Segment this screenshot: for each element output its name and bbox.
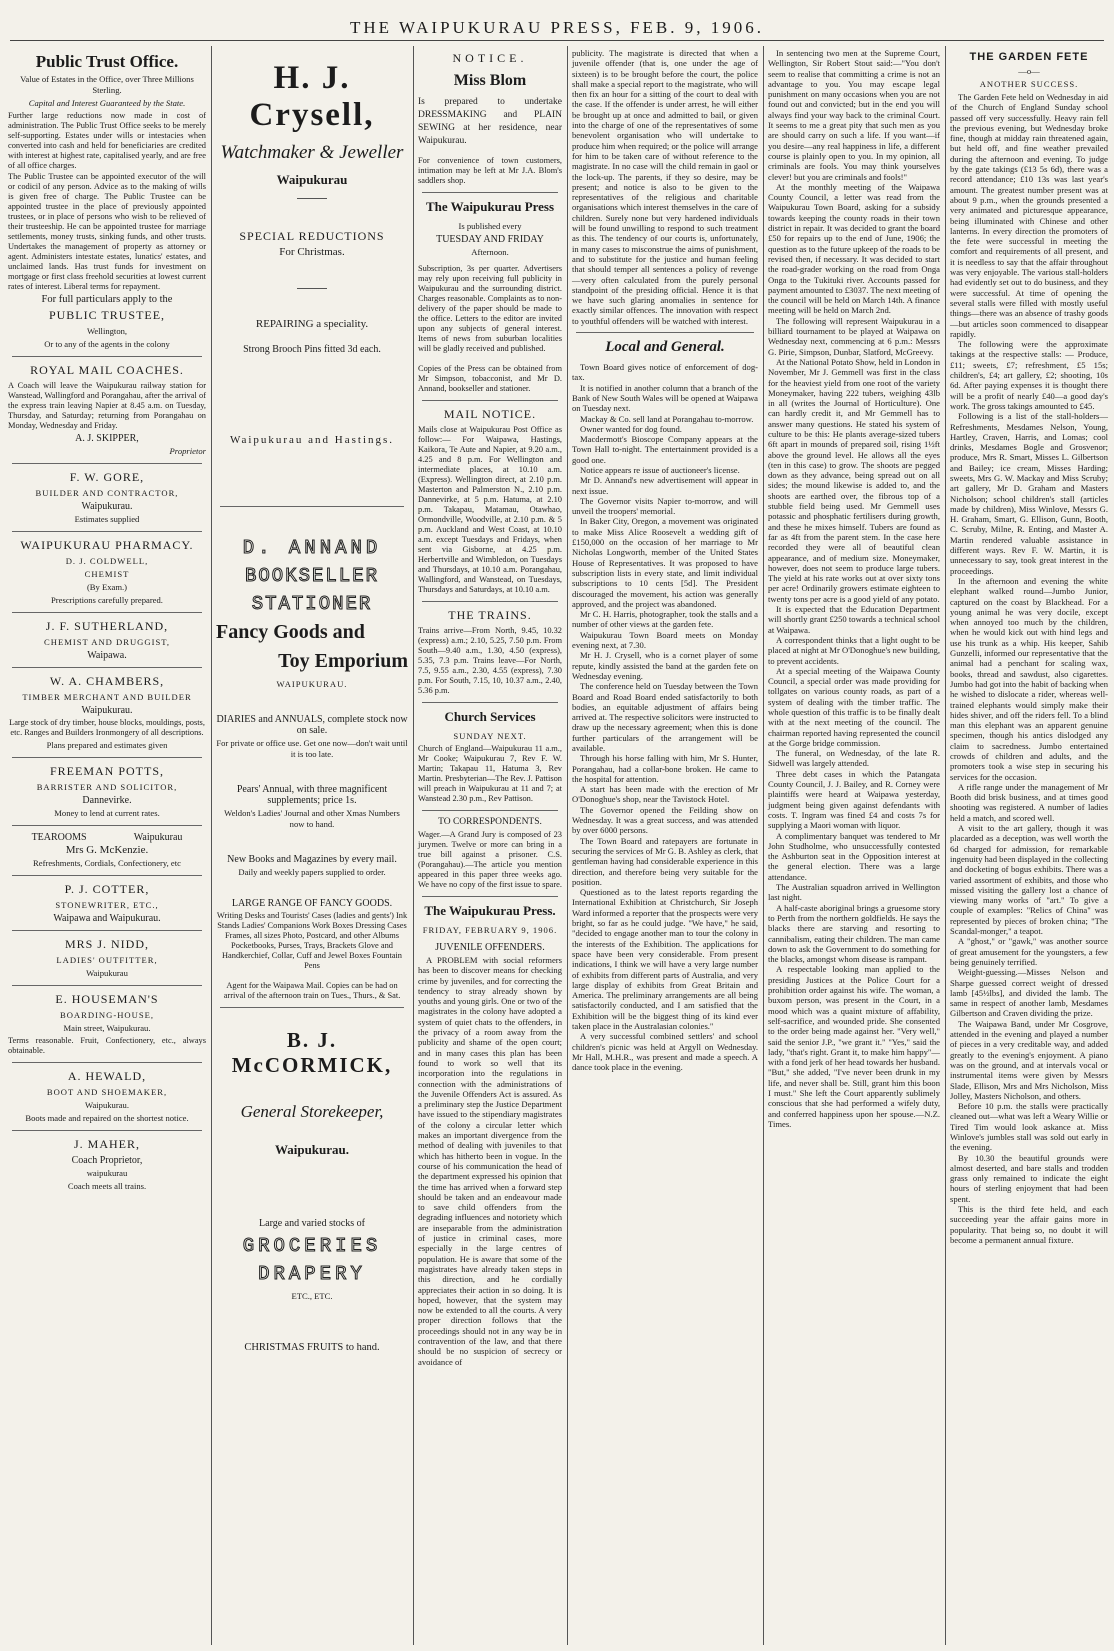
mail-notice-title: MAIL NOTICE. (443, 407, 537, 421)
news-item: Mr D. Annand's new advertisement will appear in next issue. (572, 475, 758, 496)
diaries-label: DIARIES and ANNUALS, complete stock now on sale. (216, 714, 408, 736)
masthead-rule (10, 40, 1104, 41)
chambers-trade: TIMBER MERCHANT AND BUILDER (22, 692, 192, 702)
potts-money: Money to lend at current rates. (54, 808, 160, 818)
column-1 (4, 48, 210, 1645)
press-title: The Waipukurau Press (425, 199, 555, 214)
annand-bookseller: BOOKSELLER (244, 565, 380, 587)
news-item: Owner wanted for dog found. (580, 423, 682, 434)
mccormick-etc: ETC., ETC. (291, 1291, 333, 1301)
news-item: Waipukurau Town Board meets on Monday evening next, at 7.30. (572, 629, 758, 651)
sutherland-place: Waipawa. (87, 650, 127, 661)
separator (297, 288, 327, 289)
pharmacy-title: WAIPUKURAU PHARMACY. (20, 538, 194, 552)
tearooms-name: Mrs G. McKenzie. (65, 844, 149, 856)
news-item: Notice appears re issue of auctioneer's license. (580, 464, 740, 475)
news-item: It is notified in another column that a branch of the Bank of New South Wales will be opened at Waipawa on Tuesday next. (572, 382, 758, 414)
news-item: Mackay & Co. sell land at Porangahau to-morrow. (580, 413, 754, 424)
separator (422, 702, 558, 703)
publish-afternoon: Afternoon. (471, 247, 509, 257)
public-trust-body: The Public Trustee can be appointed executor of the will or codicil of any person. Advice as to the making of wills is given free of charge. The Public Trustee can be appointed trustee in the place of previously appointed trustees, or in place of persons who wish to be relieved of their trusteeship. He can be appointed trustee for marriage settlements, money trusts, sinking funds, and other trusts. Undertakes the management of property as attorney or agent. Administers intestate estates, lunatics' estates, and unclaimed lands. Has trust funds for investment on mortgage or first class freehold securities at lowest current rates of interest. Liberal terms for repayment. (8, 172, 206, 291)
weldon-journal: Weldon's Ladies' Journal and other Xmas Numbers now to hand. (224, 808, 400, 829)
fancy-goods-list: Writing Desks and Tourists' Cases (ladies and gents') Ink Stands Ladies' Companions Work Boxes Dressing Cases Frames, all sizes Photo, Postcard, and other Albums Pocketbooks, Purses, Trays, Brackets Glove and Handkerchief, Collar, Cuff and Jewel Boxes Fountain Pens (216, 911, 408, 970)
annand-stationer: STATIONER (251, 593, 373, 615)
separator (12, 463, 202, 464)
article-paragraph: A "ghost," or "gawk," was another source of great amusement for the youngsters, a few being genuinely terrified. (950, 936, 1108, 967)
mail-coaches-name: A. J. SKIPPER, (75, 433, 139, 444)
mail-coaches-prop: Proprietor (169, 446, 206, 456)
article-paragraph: Following is a list of the stall-holders—Refreshments, Mesdames Nelson, Young, Hartley, Craven, Harris, and Lomas; cool drinks, Mesdames Bogle and Grosvenor; produce, Mrs R. Smart, Misses L. Gilbertson and Bailey; ice cream, Misses Harding; sweets, Mrs G. W. Mackay and Miss Scruby; art gallery, Mr D. Graham and Masters Nicholson; school children's stall (articles made by children), Miss Winlove, Messrs G. H. Graham, Smart, G. Ellison, Gunn, Booth, C. Scruby, Milne, R. Enting, and Master A. Martin rendered valuable assistance in different ways. Rev F. W. Martin, it is unnecessary to say, took great interest in the proceedings. (950, 411, 1108, 576)
chambers-name: W. A. CHAMBERS, (49, 674, 165, 688)
separator (422, 400, 558, 401)
public-trust-value: Value of Estates in the Office, over Three Millions Sterling. (20, 74, 194, 95)
news-item: A start has been made with the erection of Mr O'Donoghue's shop, near the Tavistock Hotel. (572, 784, 758, 805)
juvenile-body: A PROBLEM with social reformers has been to discover means for checking crime by juveniles, and for correcting the tendency to stray already shown by youths and young girls. One or two of the magistrates in the colony have adopted a system of quiet chats to the offenders, in the privacy of a room away from the publicity and shame of the open court; and in many cases this plan has been found to work so well that its incorporation into the regulations in connection with the administrations of the Juvenile Offenders Act is assured. As a preliminary step the Justice Department have issued to the stipendiary magistrates of the colony a circular letter which makes an important divergence from the method of dealing with juveniles to that which has hitherto been in vogue. In the course of his communication the head of the department expressed his opinion that the time has arrived when a forward step should be taken and an endeavour made to save child offenders from the degrading influences and notoriety which are inseparable from the administration of justice in criminal cases, more especially in the large centres of population. He is aware that some of the magistrates have already taken steps in this direction, and he cordially appreciates their action in so doing. It is hoped, however, that the system may now be extended to all the courts. A very proper direction follows that the proceedings should not in any way be in contravention of the law, and that there should be no suspicion of secrecy or avoidance of (418, 955, 562, 1367)
press-body: Subscription, 3s per quarter. Advertisers may rely upon receiving full publicity in Waipukurau and the surrounding district. Charges reasonable. Complaints as to non-delivery of the paper should be made to the office. Letters to the editor are invited upon any subjects of general interest. Items of news from suburban localities will be gladly received and published. (418, 264, 562, 353)
article-paragraph: Weight-guessing.—Misses Nelson and Sharpe guessed correct weight of dressed lamb [45½lbs], and divided the lamb. The same in respect of another lamb, Mesdames Gilbertson and Craven dividing the prize. (950, 967, 1108, 1019)
news-item: It is expected that the Education Department will shortly grant £250 towards a technical school at Waipawa. (768, 604, 940, 635)
sutherland-name: J. F. SUTHERLAND, (45, 619, 169, 633)
crysell-places: Waipukurau and Hastings. (229, 434, 395, 446)
gore-name: F. W. GORE, (69, 470, 145, 484)
mccormick-trade: General Storekeeper, (240, 1102, 384, 1121)
news-item: In Baker City, Oregon, a movement was originated to make Miss Alice Roosevelt a wedding gift of £150,000 on the occasion of her marriage to Mr Nicholas Longworth, member of the United States House of Representatives. It was proposed to have subscription lists in every state, and limit individual subscriptions to 10 cents [5d]. The President discouraged the movement, his action was generally approved, and the project was abandoned. (572, 516, 758, 609)
news-item: A very successful combined settlers' and school children's picnic was held at Argyll on Wednesday. Mr Hall, M.H.R., was present and made a speech. A dance took place in the evening. (572, 1031, 758, 1073)
pharmacy-name: D. J. COLDWELL, (65, 556, 149, 566)
separator (12, 667, 202, 668)
separator (12, 612, 202, 613)
church-body: Church of England—Waipukurau 11 a.m., Mr Cooke; Waipukurau 7, Rev F. W. Martin; Takapau 11, Hatuma 3, Rev Martin. Presbyterian—The Rev. J. Pattison will preach in Waipukurau at 11 and 7; at Wanstead 2.30 p.m., Rev Pattison. (418, 744, 562, 803)
waipawa-mail-agent: Agent for the Waipawa Mail. Copies can be had on arrival of the afternoon train on Tues., Thurs., & Sat. (223, 981, 401, 1000)
separator (12, 757, 202, 758)
public-trustee: PUBLIC TRUSTEE, (48, 308, 166, 322)
separator (220, 506, 404, 507)
gore-trade: BUILDER AND CONTRACTOR, (35, 488, 179, 498)
article-paragraph: A rifle range under the management of Mr Booth did brisk business, and at times good shooting was registered. A number of ladies held a match, and scored well. (950, 781, 1108, 823)
houseman-name: E. HOUSEMAN'S (55, 992, 159, 1006)
diaries-note: For private or office use. Get one now—don't wait until it is too late. (216, 738, 408, 759)
maher-trade: Coach Proprietor, (71, 1155, 143, 1166)
papers-note: Daily and weekly papers supplied to order. (238, 867, 386, 877)
news-item: Through his horse falling with him, Mr S. Hunter, Porangahau, had a collar-bone broken. He came to the hospital for attention. (572, 753, 758, 784)
mccormick-drapery: DRAPERY (258, 1263, 366, 1285)
notice-title: NOTICE. (452, 51, 528, 65)
garden-fete-subtitle: ANOTHER SUCCESS. (979, 79, 1079, 89)
gore-place: Waipukurau. (81, 501, 133, 512)
separator (12, 825, 202, 826)
nidd-place: Waipukurau (86, 968, 128, 978)
news-item: The Town Board and ratepayers are fortunate in securing the services of Mr G. B. Ashley as clerk, that gentleman having had considerable experience in this direction, and therefore being very suitable for the position. (572, 835, 758, 887)
cotter-place: Waipawa and Waipukurau. (53, 913, 161, 924)
nidd-name: MRS J. NIDD, (64, 937, 149, 951)
mail-coaches-body: A Coach will leave the Waipukurau railway station for Wanstead, Wallingford and Porangahau, after the arrival of the express train leaving Napier at 8.45 a.m. on Tuesday, Thursday, and Saturday; returning from Porangahau on Monday, Wednesday and Friday. (8, 381, 206, 430)
crysell-trade: Watchmaker & Jeweller (220, 142, 404, 163)
cotter-trade: STONEWRITER, ETC., (55, 900, 159, 910)
separator (12, 531, 202, 532)
mccormick-groceries: GROCERIES (242, 1235, 382, 1257)
news-item: The funeral, on Wednesday, of the late R. Sidwell was largely attended. (768, 748, 940, 769)
correspondents-title: TO CORRESPONDENTS. (438, 817, 542, 827)
news-item: At a special meeting of the Waipawa County Council, a special order was made providing for tollgates on various county roads, as part of a system of dealing with the timber traffic. The whole question of this traffic is to be finally dealt with at the next meeting of the council. The chairman reported having represented the council at the Gorge bridge commission. (768, 665, 940, 748)
news-item: Mr C. H. Harris, photographer, took the stalls and a number of other views at the garden fete. (572, 609, 758, 630)
public-trust-capital: Capital and Interest Guaranteed by the State. (28, 98, 186, 108)
article-paragraph: The Waipawa Band, under Mr Cosgrove, attended in the evening and played a number of pieces in a very creditable way, and added greatly to the evening's enjoyment. A piano was on the ground, and at intervals vocal or instrumental items were given by Messrs Slade, Ellison, Mrs and Mrs Nicholson, Miss Jolley, Masters Nicholson, and others. (950, 1018, 1108, 1101)
press-title-2: The Waipukurau Press. (424, 903, 556, 918)
new-books: New Books and Magazines by every mail. (227, 854, 397, 865)
news-item: A correspondent thinks that a light ought to be placed at night at Mr O'Donoghue's new building, to prevent accidents. (768, 634, 940, 666)
mail-notice-body: Mails close at Waipukurau Post Office as follow:— For Waipawa, Hastings, Kaikora, Te Aute and Napier, at 9.20 a.m., 4.25 and 8 p.m. For Wellington and intermediate places, at 10.10 a.m. (Express). Wellington direct, at 2.10 p.m. Masterton and Palmerston N., 2.10 p.m. Dannevirke, at 5 p.m. Hatuma, at 2.10 p.m. Takapau, Matamau, Otawhao, Ormondville, Woodville, at 2.10 p.m. & 5 p.m. Auckland and West Coast, at 10.10 a.m. except Tuesdays and Fridays, when sent via Gisborne, at 4.25 p.m. Herbertville and Wimbledon, on Tuesdays and Thursdays, at 10.10 a.m. Porangahau, Wallingford, and Wanstead, on Tuesdays, Thursdays and Saturdays, at 10.10 a.m. (418, 425, 562, 594)
tearooms-place: Waipukurau (133, 832, 183, 843)
hewald-name: A. HEWALD, (67, 1069, 147, 1083)
article-paragraph: This is the third fete held, and each succeeding year the affair gains more in popularity. That being so, no doubt it will become a permanent annual fixture. (950, 1204, 1108, 1245)
public-trust-title: Public Trust Office. (35, 52, 179, 71)
mccormick-name: B. J. McCORMICK, (231, 1028, 393, 1077)
pears-annual: Pears' Annual, with three magnificent supplements; price 1s. (236, 784, 388, 806)
separator (422, 810, 558, 811)
blom-convenience: For convenience of town customers, intimation may be left at Mr J.A. Blom's saddlers shop. (418, 156, 562, 185)
tearooms-label: TEAROOMS (31, 832, 87, 843)
separator (12, 930, 202, 931)
maher-name: J. MAHER, (73, 1137, 140, 1151)
houseman-trade: BOARDING-HOUSE, (59, 1010, 154, 1020)
crysell-name: H. J. Crysell, (249, 60, 375, 133)
sutherland-trade: CHEMIST AND DRUGGIST, (44, 637, 170, 647)
gore-estimates: Estimates supplied (74, 514, 140, 524)
article-paragraph: publicity. The magistrate is directed that when a juvenile offender (that is, one under the age of sixteen) is to be brought before the court, the police shall make a special report to the magistrate, who will then fix an hour for a sitting of the court to deal with the case. If the offender is under arrest, he will either be brought up at once and admitted to bail, or given into the charge of one of the representatives of some benevolent organisation who will undertake to produce him when required; or the police will arrange for him to be taken care of without reference to the magistrate. In no case will the child remain in gaol or the lock-up. The parents, if they so desire, may be present; and notice is also to be given to the representatives of the religious and charitable organisations which interest themselves in the care of children. Surely none but very hardened individuals will be found unwilling to respond to such treatment as this. The tendency of our courts is, unfortunately, in many cases to misconstrue the aims of punishment, and to substitute for the justice and human feeling that should temper all sentences a policy of revenge—very often calculated from the purely personal standpoint of the presiding official. Hence it is that we have such glaring anomalies in sentence for exactly similar offences. The innovation with respect to youthful offenders will be watched with interest. (572, 48, 758, 326)
published-label: Is published every (458, 221, 522, 231)
garden-fete-title: THE GARDEN FETE (969, 51, 1089, 63)
potts-place: Dannevirke. (82, 795, 132, 806)
public-trust-body: Further large reductions now made in cost of administration. The Public Trust Office seeks to be merely self-supporting. Estates under wills or intestacies when converted into cash and held for beneficiaries are credited with interest at highest rate, capitalised yearly, and are free of all office charges. (8, 111, 206, 170)
church-subtitle: SUNDAY NEXT. (453, 731, 527, 741)
separator (297, 198, 327, 199)
news-item: A complimentary banquet was tendered to Mr John Studholme, who unsuccessfully contested the Ashburton seat in the Opposition interest at the general election. There was a large attendance. (768, 830, 940, 882)
issue-date: FRIDAY, FEBRUARY 9, 1906. (422, 925, 558, 935)
potts-trade: BARRISTER AND SOLICITOR, (36, 782, 178, 792)
juvenile-title: JUVENILE OFFENDERS. (435, 942, 545, 953)
pharmacy-exam: (By Exam.) (86, 582, 128, 592)
repairing-label: REPAIRING a speciality. (255, 318, 369, 330)
news-item: Mr H. J. Crysell, who is a cornet player of some repute, kindly assisted the band at the garden fete on Wednesday evening. (572, 650, 758, 681)
church-title: Church Services (444, 709, 536, 724)
annand-fancy: Fancy Goods and (216, 621, 365, 643)
hewald-place: Waipukurau. (85, 1100, 129, 1110)
hewald-trade: BOOT AND SHOEMAKER, (46, 1087, 168, 1097)
christmas-label: For Christmas. (279, 246, 345, 258)
separator (576, 332, 754, 333)
crysell-place: Waipukurau (276, 172, 348, 187)
news-item: Questioned as to the latest reports regarding the International Exhibition at Christchurch, Sir Joseph Ward informed a reporter that the prospects were very bright, so far as he could judge. "We have," he said, "decided to engage another man to tour the colony in the interests of the Exhibition. The applications for space have been very considerable. From present indications, I think we will have a very large number of exhibits from different parts of Australia, and very large display of exhibits from Great Britain and America. The preliminary arrangements are all being satisfactorily conducted, and I am satisfied that the Exhibition will be the biggest thing of its kind ever taken place in the Australasian colonies." (572, 887, 758, 1032)
potts-name: FREEMAN POTTS, (49, 764, 164, 778)
cotter-name: P. J. COTTER, (64, 882, 150, 896)
column-4 (568, 48, 762, 1645)
fancy-goods-title: LARGE RANGE OF FANCY GOODS. (231, 898, 393, 909)
separator (12, 875, 202, 876)
news-item: The Governor visits Napier to-morrow, and will unveil the troopers' memorial. (572, 495, 758, 517)
separator (12, 1130, 202, 1131)
article-paragraph: Before 10 p.m. the stalls were practically cleaned out—what was left a Weary Willie or Tired Tim would look askance at. Miss Winlove's jumbles stall was sold out early in the evening. (950, 1101, 1108, 1153)
separator (12, 356, 202, 357)
news-item: A respectable looking man applied to the presiding Justices at the Police Court for a prohibition order against his wife. The woman, a buxom person, was present in the Court, in a mood which was a quaint mixture of affability, self-sacrifice, and wounded pride. She consented to the order being made against her. "Very well," said the senior J.P., "we grant it." "Yes," said the lady, "that's right. Grant it, to make him happy"—with a fond jerk of her head towards her husband. "But," she added, "I've never been drunk in my life, and never shall be. Still, grant him this boon I must." She left the Court apparently sublimely conscious that she had performed a wifely duty, and conferred happiness upon her spouse.—N.Z. Times. (768, 964, 940, 1129)
separator (12, 985, 202, 986)
mccormick-stocks: Large and varied stocks of (259, 1218, 365, 1229)
maher-note: Coach meets all trains. (67, 1181, 147, 1191)
separator (220, 1007, 404, 1008)
separator (422, 601, 558, 602)
annand-toy: Toy Emporium (278, 650, 408, 672)
brooch-label: Strong Brooch Pins fitted 3d each. (243, 344, 381, 355)
correspondents-body: Wager.—A Grand Jury is composed of 23 jurymen. Twelve or more can bring in a true bill against a prisoner. C.S. (Porangahau).—The article you mention appeared in this paper three weeks ago. We have no copy of the first issue to spare. (418, 830, 562, 889)
local-general-title: Local and General. (605, 339, 725, 356)
separator (422, 192, 558, 193)
mccormick-place: Waipukurau. (274, 1142, 350, 1157)
houseman-body: Terms reasonable. Fruit, Confectionery, etc., always obtainable. (8, 1036, 206, 1055)
maher-place: waipukurau (86, 1168, 128, 1178)
column-6: THE GARDEN FETE —o— ANOTHER SUCCESS. The Garden Fete held on Wednesday in aid of the Church of England Sunday school passed off very successfully. Heavy rain fell the previous evening, but Wednesday broke fine, though at midday rain threatened again, but held off, and fine weather prevailed during the afternoon and evening. To judge by the gate takings (£13 5s 6d), there was a record attendance; £10 13s was last year's amount. The greatest number present was at about 9 p.m., when the grounds presented a very animated and picturesque appearance, being illuminated with Chinese and other lanterns. In every direction the promoters of the fete were successful in meeting the comfort and requirements of all present, and it is needless to say that the affair throughout was very enjoyable. The various stall-holders had evidently set out to do business, and they were successful. At time of opening the several stalls were filled with mostly useful things—there was an absence of trashy goods—but articles soon commenced to disappear rapidly. The following were the approximate takings at the respective stalls: — Produce, £11; sweets, £7; refreshment, £5 15s; children's, £4; art gallery, £2; shooting, 10s 6d. After paying expenses it is thought there will be a profit of nearly £40—a good day's work. The gross takings amounted to £45. Following is a list of the stall-holders—Refreshments, Mesdames Nelson, Young, Hartley, Craven, Harris, and Lomas; cool drinks, Mesdames Bogle and Grosvenor; produce, Mrs R. Smart, Misses L. Gilbertson and Bailey; ice cream, Misses Harding; sweets, Mrs G. W. Mackay and Miss Scruby; art gallery, Mr D. Graham and Masters Nicholson; school children's stall (articles made by children), Miss Winlove, Messrs G. H. Graham, Smart, G. Ellison, Gunn, Booth, C. Scruby, Milne, R. Enting, and Master A. Martin rendered valuable assistance in different ways. Rev F. W. Martin, it is unnecessary to say, took great interest in the proceedings. In the afternoon and evening the white elephant walked round—Jumbo Junior, captured on the coast by Blackhead. For a young animal he was very docile, except when annoyed too much by the children, when he would kick out with hind legs and use his trunk as a whip. His keeper, Sahib Gunzelli, informed our representative that the animal had a penchant for scaling wax, books, thread and sawdust, also cigarettes. Jumbo had got into the habit of backing when he wished to dislocate a rider, whereas well-trained elephants would simply make their hides shiver, and off the riders fell. To a blind man this elephant was an apparent genuine specimen, though his antics dislodged any claim to sacredness. Jumbo entertained crowds of children and adults, and the promoters took a wise step in securing his services for the occasion. A rifle range under the management of Mr Booth did brisk business, and at times good shooting was registered. A number of ladies held a match, and scored well. A visit to the art gallery, though it was placarded as a deception, was well worth the 6d charged for admission, for remarkable ingenuity had been displayed in the collecting and docketing of bogus exhibits. There was a varied assortment of exhibits, and those who missed visiting the gallery lost a chance of viewing many works of "art." To give a couple of examples: "Relics of China" was represented by pieces of broken china; "The Scandal-monger," a teapot. A "ghost," or "gawk," was another source of great amusement for the youngsters, a few being genuinely terrified. Weight-guessing.—Misses Nelson and Sharpe guessed correct weight of dressed lamb [45½lbs], and divided the lamb. The same in respect of another lamb, Mesdames Gilbertson and Craven dividing the prize. The Waipawa Band, under Mr Cosgrove, attended in the evening and played a number of pieces in a very creditable way, and added greatly to the evening's enjoyment. A piano was on the ground, and at intervals vocal or instrumental items were given by Messrs Slade, Ellison, Mrs and Mrs Nicholson, Miss Jolley, Masters Nicholson, and others. Before 10 p.m. the stalls were practically cleaned out—what was left a Weary Willie or Tired Tim would look askance at. Miss Winlove's jumbles stall was sold out early in the evening. By 10.30 the beautiful grounds were almost deserted, and bare stalls and trodden grass only remained to indicate the eight hours of sterling enjoyment that had been spent. This is the third fete held, and each succeeding year the affair gains more in popularity. That being so, no doubt it will become a permanent annual fixture. (950, 51, 1108, 1245)
column-3 (414, 48, 566, 1645)
tearooms-body: Refreshments, Cordials, Confectionery, etc (33, 858, 181, 868)
article-paragraph: By 10.30 the beautiful grounds were almost deserted, and bare stalls and trodden grass only remained to indicate the eight hours of sterling enjoyment that had been spent. (950, 1152, 1108, 1204)
public-trust-place: Wellington, (86, 326, 128, 336)
news-item: Town Board gives notice of enforcement of dog-tax. (572, 362, 758, 383)
news-item: Three debt cases in which the Patangata County Council, J. J. Bailey, and R. Corney were plaintiffs were heard at Waipawa yesterday, judgment being given against defendants with costs. T. Ingram was fined £4 and costs 7s for supplying a Maori woman with liquor. (768, 768, 940, 831)
column-2 (212, 48, 412, 1645)
chambers-body: Large stock of dry timber, house blocks, mouldings, posts, etc. Ranges and Builders Ironmongery of all descriptions. (9, 718, 205, 737)
miss-blom: Miss Blom (453, 72, 527, 89)
separator (12, 1062, 202, 1063)
article-paragraph: The following were the approximate takings at the respective stalls: — Produce, £11; sweets, £7; refreshment, £5 15s; children's, £4; art gallery, £2; shooting, 10s 6d. After paying expenses it is thought there will be a profit of nearly £40—a good day's work. The gross takings amounted to £45. (950, 339, 1108, 411)
news-item: A half-caste aboriginal brings a gruesome story to Perth from the northern goldfields. He says the blacks there are starving and resorting to cannibalism, eating their children. The man came down to ask the Government to do something for the blacks, amongst whom disease is rampant. (768, 902, 940, 965)
public-trust-agents: Or to any of the agents in the colony (44, 339, 170, 349)
article-paragraph: In the afternoon and evening the white elephant walked round—Jumbo Junior, captured on the coast by Blackhead. For a young animal he was very docile, except when annoyed too much by the children, when he would kick out with hind legs and use his trunk as a whip. His keeper, Sahib Gunzelli, informed our representative that the animal had a penchant for scaling wax, books, thread and sawdust, also cigarettes. Jumbo had got into the habit of backing when he wished to dislocate a rider, whereas well-trained elephants would simply make their hides shiver, and off the riders fell. To a blind man this elephant was an apparent genuine specimen, though his antics dislodged any claim to sacredness. Jumbo entertained crowds of children and adults, and the promoters took a wise step in securing his services for the occasion. (950, 575, 1108, 782)
public-trust-apply: For full particulars apply to the (41, 294, 173, 305)
christmas-fruits: CHRISTMAS FRUITS to hand. (244, 1342, 380, 1353)
blom-body: Is prepared to undertake DRESSMAKING and PLAIN SEWING at her residence, near Waipukurau. (418, 97, 562, 146)
chambers-plans: Plans prepared and estimates given (46, 740, 168, 750)
annand-name: D. ANNAND (242, 537, 382, 559)
news-item: The following will represent Waipukurau in a billiard tournament to be played at Waipawa on Wednesday next, commencing at 6 p.m.: Messrs G. Pirie, Simpson, Dunbar, Slatford, McGreevy. (768, 315, 940, 357)
houseman-place: Main street, Waipukurau. (63, 1023, 151, 1033)
masthead: THE WAIPUKURAU PRESS, FEB. 9, 1906. (349, 18, 765, 37)
news-item: The Australian squadron arrived in Wellington last night. (768, 882, 940, 903)
trains-title: THE TRAINS. (448, 608, 532, 622)
article-paragraph: A visit to the art gallery, though it was placarded as a deception, was well worth the 6d charged for admission, for remarkable ingenuity had been displayed in the collecting and docketing of bogus exhibits. There was a varied assortment of exhibits, and those who missed visiting the gallery lost a chance of viewing many works of "art." To give a couple of examples: "Relics of China" was represented by pieces of broken china; "The Scandal-monger," a teapot. (950, 823, 1108, 937)
special-reductions: SPECIAL REDUCTIONS (239, 229, 385, 243)
news-item: At the monthly meeting of the Waipawa County Council, a letter was read from the Waipukurau Town Board, asking for a subsidy towards keeping the county roads in their town district in repair. It was decided to grant the board £50 for repairs up to the end of June, 1906; the question as to the future upkeep of the roads to be revised then, if necessary. It was decided to start the road-grader working on the road from Onga Onga to the Tukituki river. Accounts passed for payment amounted to £3037. The next meeting of the council will be held on March 14th. A finance meeting will be held on March 2nd. (768, 181, 940, 316)
news-item: Macdermott's Bioscope Company appears at the Town Hall to-night. The entertainment provided is a good one. (572, 434, 758, 465)
pharmacy-trade: CHEMIST (84, 569, 130, 579)
annand-place: WAIPUKURAU. (276, 679, 348, 689)
news-item: The conference held on Tuesday between the Town Board and Road Board ended satisfactorily to both bodies, an equitable adjustment of affairs being arrived at. The respective solicitors were instructed to draw up the necessary agreement; when this is done further particulars of the arrangement will be available. (572, 681, 758, 753)
separator (422, 896, 558, 897)
publish-days: TUESDAY AND FRIDAY (436, 234, 544, 245)
nidd-trade: LADIES' OUTFITTER, (56, 955, 158, 965)
mail-coaches-title: ROYAL MAIL COACHES. (30, 363, 184, 377)
press-copies: Copies of the Press can be obtained from Mr Simpson, tobacconist, and Mr D. Annand, bookseller and stationer. (418, 364, 562, 393)
news-item: In sentencing two men at the Supreme Court, Wellington, Sir Robert Stout said:—"You don't seem to realise that committing a crime is not an advantage to you. You may escape legal punishment on many occasions when you are not found out and convicted; but in the end you will always find your way back to the criminal Court. It seems to me a great pity that such men as you are should carry on such a life. If you want—if you desire—any real happiness in life, a different course is plainly open to you. In my opinion, all criminals are fools. You may think yourselves clever! but you are criminals and fools!" (768, 48, 940, 182)
tearooms-line (8, 832, 206, 843)
column-5 (764, 48, 944, 1645)
news-item: The Governor opened the Feilding show on Wednesday. It was a great success, and was attended by over 6000 persons. (572, 804, 758, 836)
chambers-place: Waipukurau. (81, 705, 133, 716)
hewald-body: Boots made and repaired on the shortest notice. (25, 1113, 189, 1123)
trains-body: Trains arrive—From North, 9.45, 10.32 (express) a.m.; 2.10, 5.25, 7.50 p.m. From South—9.40 a.m., 1.30, 4.50 (express), 5.35, 7.3 p.m. Trains leave—For North, 7.5, 9.55 a.m., 2.30, 4.55 (express), 7.30 p.m. For South, 7.15, 10, 10.37 a.m., 2.40, 5.36 p.m. (418, 626, 562, 695)
news-item: At the National Potato Show, held in London in November, Mr J. Gemmell was first in the class for the heaviest yield from one root of the variety Moneymaker, having 222 tubers, weighing 43lb in all (writes the Journal of Horticulture). One can hardly credit it, and Mr Gemmell has to answer many questions. He stated his system of culture to be this: He plants average-sized tubers 6ft apart in mounds of prepared soil, rising 1½ft above the ground level. He allows all the eyes (ten in this case) to grow. The shoots are pegged down as they advance, being spread out on all sides; the mound likewise is added to, and the shoots are earthed over, the fibrous top of a stubble field being used. Mr Gemmell uses potassic and phosphatic fertilisers during growth, and these he mixes himself. Tubers are found as far as 4ft from the parent stem. In the case here recorded they were all of beautiful clean appearance, and of medium size. Moneymaker, however, does not seem to produce large tubers. The yield at his rate works out at over sixty tons per acre! Ordinarily growers estimate eighteen to twenty tons per acre is a good yield of any potato. (768, 356, 940, 604)
article-paragraph: The Garden Fete held on Wednesday in aid of the Church of England Sunday school passed off very successfully. Heavy rain fell the previous evening, but Wednesday broke fine, though at midday rain threatened again, but held off, and fine weather prevailed during the afternoon and evening. To judge by the gate takings (£13 5s 6d), there was a record attendance; £10 13s was last year's amount. The greatest number present was at about 9 p.m., when the grounds presented a very animated and picturesque appearance, being illuminated with Chinese and other lanterns. In every direction the promoters of the fete were successful in meeting the comfort and requirements of all present, and it is needless to say that the affair throughout was very enjoyable. The various stall-holders had evidently set out to do business, and they were successful. At time of opening the several stalls were filled with mostly useful things—there was an absence of trashy goods—but articles soon commenced to disappear rapidly. (950, 92, 1108, 339)
pharmacy-note: Prescriptions carefully prepared. (51, 595, 163, 605)
